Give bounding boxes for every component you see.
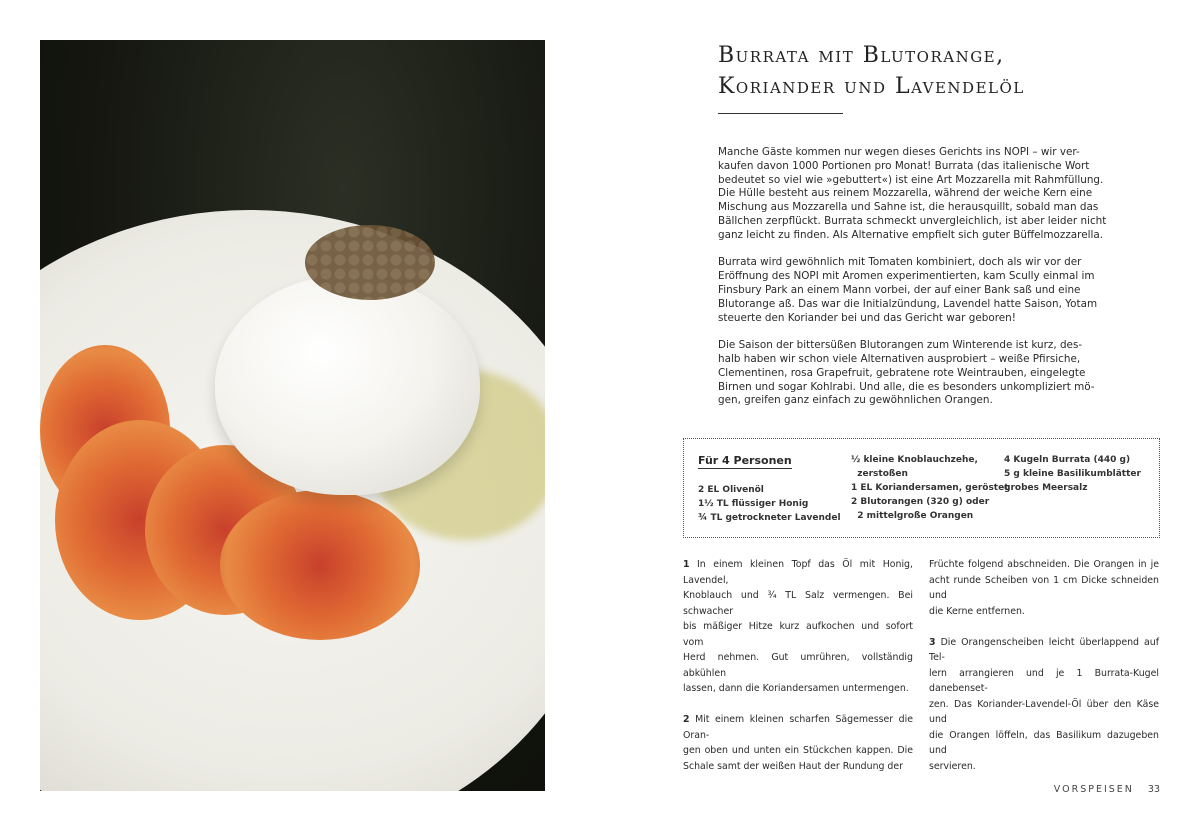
step-line [683, 681, 913, 697]
intro-paragraph [718, 146, 1107, 243]
ingredients-col-2 [851, 453, 1009, 523]
step-text: bis mäßiger Hitze kurz aufkochen und sofort vom [683, 621, 913, 648]
text-line: Manche Gäste kommen nur wegen dieses Gerichts ins NOPI – wir ver- [718, 146, 1080, 158]
method-step [929, 557, 1159, 619]
ingredients-box [683, 438, 1160, 538]
text-line: Blutorange aß. Das war die Initialzündung, Lavendel hatte Saison, Yotam [718, 297, 1098, 310]
text-line: kaufen davon 1000 Portionen pro Monat! Burrata (das italienische Wort [718, 159, 1090, 172]
intro-paragraph [718, 339, 1098, 408]
step-line [929, 666, 1159, 697]
ingredient-line: grobes Meersalz [1004, 483, 1088, 493]
step-line [683, 650, 913, 681]
ingredient-line: 2 mittelgroße Orangen [851, 511, 974, 521]
step-text: acht runde Scheiben von 1 cm Dicke schneiden und [929, 574, 1159, 601]
ingredient-line: 4 Kugeln Burrata (440 g) [1004, 455, 1131, 465]
step-line [929, 557, 1159, 573]
step-text: zen. Das Koriander-Lavendel-Öl über den Käse und [929, 698, 1159, 725]
ingredient-line: ½ kleine Knoblauchzehe, [851, 455, 978, 465]
ingredient-line: 5 g kleine Basilikumblätter [1004, 469, 1141, 479]
section-name: VORSPEISEN [1053, 784, 1134, 795]
step-text: die Orangen löffeln, das Basilikum dazugeben und [929, 729, 1159, 756]
text-line: bedeutet so viel wie »gebuttert«) ist eine Art Mozzarella mit Rahmfüllung. [718, 173, 1104, 186]
text-line: gen, greifen ganz einfach zu gewöhnlichen Orangen. [718, 394, 993, 407]
step-text: Schale samt der weißen Haut der Rundung der [683, 760, 904, 772]
step-line [683, 712, 913, 743]
text-line: Finsbury Park an einem Mann vorbei, der auf einer Bank saß und eine [718, 283, 1081, 296]
text-line: Die Hülle besteht aus reinem Mozzarella, während der weiche Kern eine [718, 187, 1093, 200]
step-number: 3 [929, 636, 936, 648]
text-line: Eröffnung des NOPI mit Aromen experimentierten, kam Scully einmal im [718, 270, 1095, 283]
text-line: Bällchen zerpflückt. Burrata schmeckt unvergleichlich, ist aber leider nicht [718, 214, 1107, 227]
step-text: gen oben und unten ein Stückchen kappen. Die [683, 745, 913, 756]
ingredients-col-3 [1004, 453, 1141, 495]
burrata [215, 275, 480, 495]
step-line [683, 743, 913, 759]
method-step [929, 635, 1159, 775]
ingredient-line: ¾ TL getrockneter Lavendel [698, 513, 841, 523]
step-text: lassen, dann die Koriandersamen untermengen. [683, 683, 909, 694]
method-right-column [929, 557, 1159, 790]
ingredient-line: 2 Blutorangen (320 g) oder [851, 497, 990, 507]
step-text: In einem kleinen Topf das Öl mit Honig, Lavendel, [683, 559, 913, 586]
step-text: Knoblauch und ¾ TL Salz vermengen. Bei schwacher [683, 590, 913, 617]
step-text: Früchte folgend abschneiden. Die Orangen in je [929, 559, 1159, 570]
step-line [929, 635, 1159, 666]
ingredients-col-1 [698, 483, 841, 525]
step-text: die Kerne entfernen. [929, 605, 1025, 617]
step-text: Herd nehmen. Gut umrühren, vollständig abkühlen [683, 652, 913, 679]
method-step [683, 557, 913, 697]
step-number: 2 [683, 714, 690, 725]
step-text: Die Orangenscheiben leicht überlappend auf Tel- [929, 636, 1159, 663]
text-line: Mischung aus Mozzarella und Sahne ist, die herausquillt, sobald man das [718, 201, 1099, 214]
coriander-seeds [305, 225, 435, 300]
ingredient-line: 1 EL Koriandersamen, geröstet [851, 483, 1009, 493]
step-line [929, 573, 1159, 604]
ingredient-line: zerstoßen [851, 469, 908, 479]
method-step [683, 712, 913, 774]
intro-text [718, 146, 1107, 422]
step-line [929, 604, 1159, 620]
step-line [683, 759, 913, 775]
step-line [929, 697, 1159, 728]
text-line: steuerte den Koriander bei und das Gericht war geboren! [718, 311, 1016, 324]
title-line: Burrata mit Blutorange, [718, 43, 1005, 68]
text-line: Die Saison der bittersüßen Blutorangen zum Winterende ist kurz, des- [718, 339, 1083, 352]
step-line [683, 588, 913, 619]
text-line: Burrata wird gewöhnlich mit Tomaten kombiniert, doch als wir vor der [718, 256, 1082, 269]
step-line [929, 759, 1159, 775]
title-rule [718, 113, 843, 114]
text-line: ganz leicht zu finden. Als Alternative empfielt sich guter Büffelmozzarella. [718, 228, 1104, 241]
text-line: Clementinen, rosa Grapefruit, gebratene rote Weintrauben, eingelegte [718, 366, 1086, 379]
ingredient-line: 2 EL Olivenöl [698, 485, 764, 495]
step-text: lern arrangieren und je 1 Burrata-Kugel danebenset- [929, 667, 1159, 694]
step-text: Mit einem kleinen scharfen Sägemesser die Oran- [683, 714, 913, 741]
page-footer [1054, 784, 1160, 795]
title-line: Koriander und Lavendelöl [718, 74, 1025, 99]
step-number: 1 [683, 559, 690, 570]
page-number: 33 [1147, 784, 1160, 795]
intro-paragraph [718, 256, 1098, 325]
orange-slice [220, 490, 420, 640]
step-line [929, 728, 1159, 759]
method-left-column [683, 557, 913, 790]
recipe-title [718, 40, 1025, 102]
text-line: halb haben wir schon viele Alternativen ausprobiert – weiße Pfirsiche, [718, 352, 1081, 365]
step-line [683, 619, 913, 650]
ingredient-line: 1½ TL flüssiger Honig [698, 499, 809, 509]
servings-heading: Für 4 Personen [698, 454, 792, 467]
step-text: servieren. [929, 760, 976, 772]
burrata-photo [40, 40, 545, 791]
text-line: Birnen und sogar Kohlrabi. Und alle, die es besonders unkompliziert mö- [718, 380, 1095, 393]
step-line [683, 557, 913, 588]
